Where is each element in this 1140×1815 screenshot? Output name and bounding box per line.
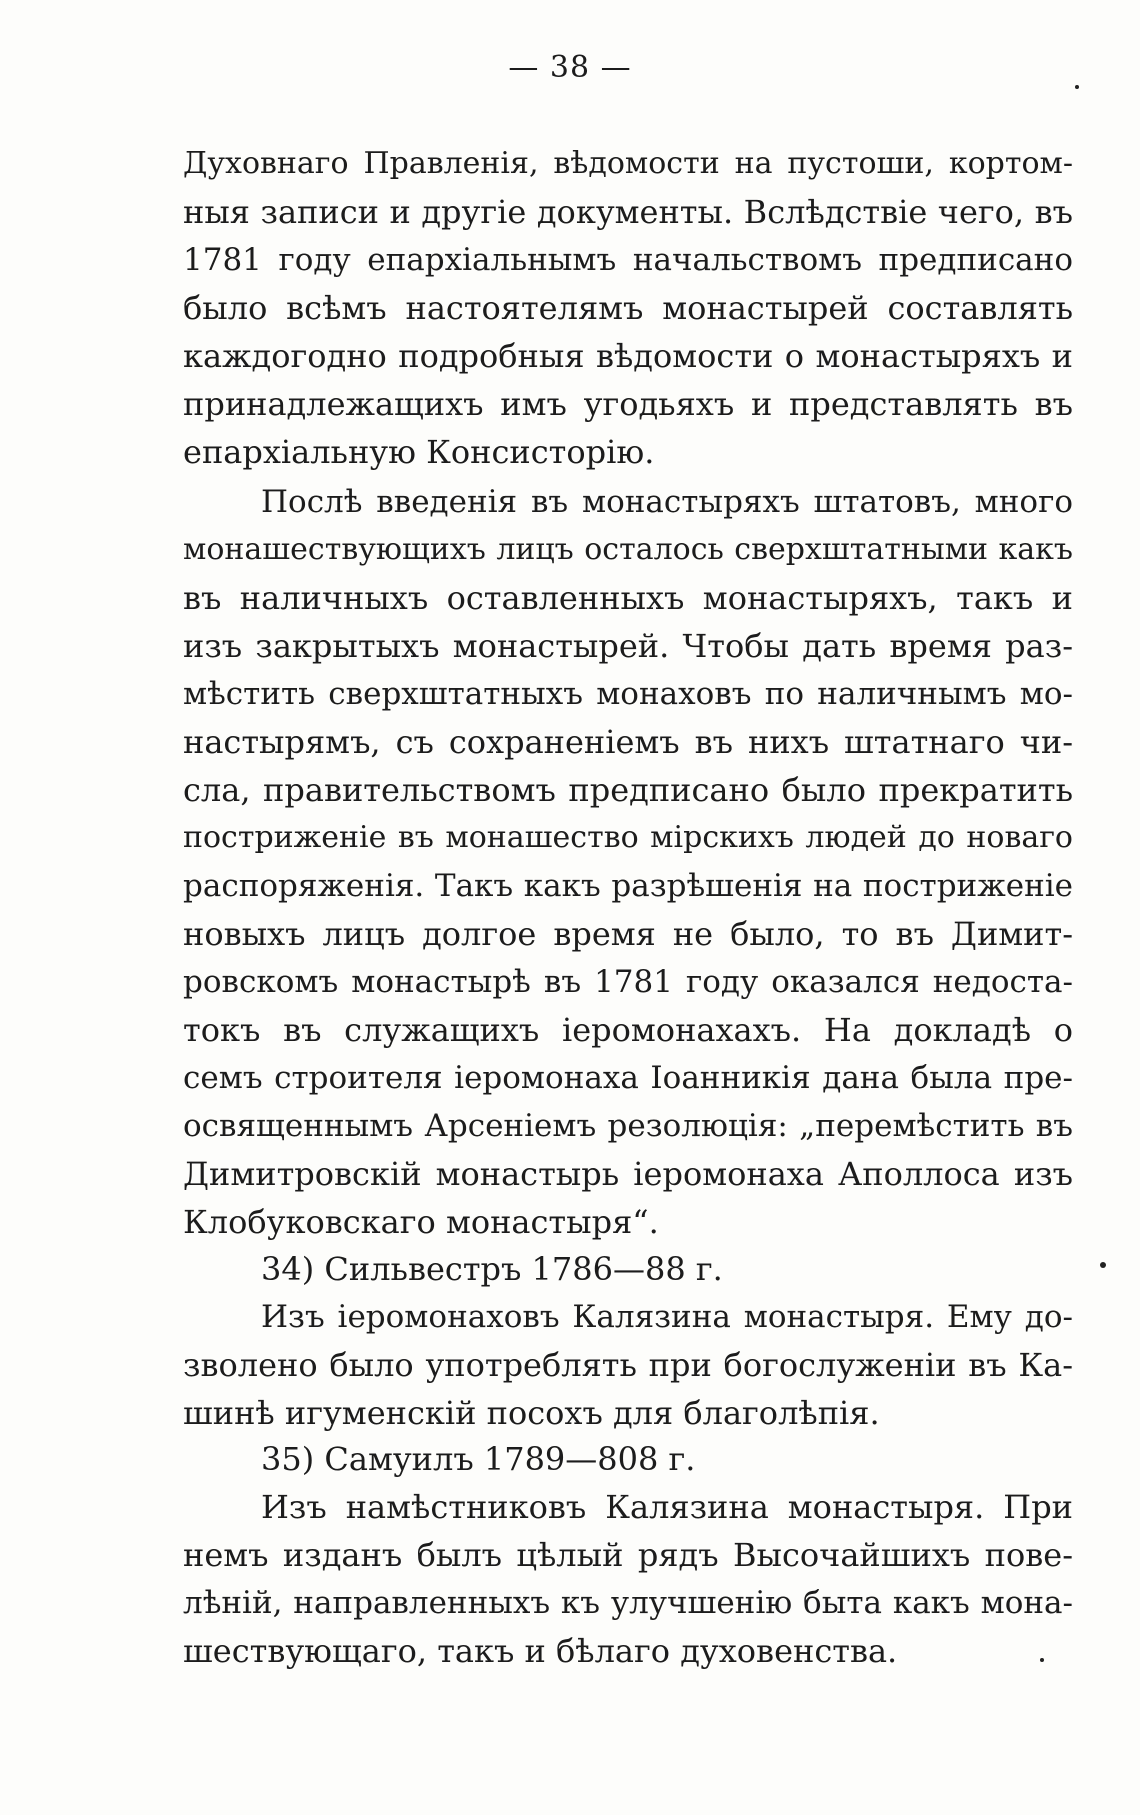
text-line: освященнымъ Арсеніемъ резолюція: „перемѣстить въ [183,1108,1073,1144]
section-heading: 34) Сильвестръ 1786—88 г. [261,1250,723,1288]
paragraph-1 [183,140,1073,476]
text-line: токъ въ служащихъ іеромонахахъ. На докладѣ о [183,1011,1073,1049]
text-line: изъ закрытыхъ монастырей. Чтобы дать время раз- [183,627,1073,665]
text-line: сла, правительствомъ предписано было прекратить [183,771,1073,809]
text-line: Духовнаго Правленія, вѣдомости на пустоши, кортом- [183,146,1073,181]
text-line: распоряженія. Такъ какъ разрѣшенія на постриженіе [183,868,1073,904]
scan-speck [1075,85,1079,89]
text-line: Изъ іеромонаховъ Калязина монастыря. Ему до- [261,1299,1073,1335]
text-line: было всѣмъ настоятелямъ монастырей составлять [183,289,1073,327]
paragraph-2 [183,478,1073,1246]
text-line: зволено было употреблять при богослуженіи въ Ка- [183,1346,1073,1384]
section-34 [183,1245,1073,1437]
text-line: Клобуковскаго монастыря“. [183,1203,659,1241]
text-line: каждогодно подробныя вѣдомости о монастыряхъ и [183,337,1073,375]
scan-speck [1100,1262,1106,1268]
text-line: въ наличныхъ оставленныхъ монастыряхъ, такъ и [183,579,1073,617]
section-heading: 35) Самуилъ 1789—808 г. [261,1440,696,1478]
text-line: Изъ намѣстниковъ Калязина монастыря. При [261,1488,1073,1526]
section-35 [183,1435,1073,1675]
text-line: мѣстить сверхштатныхъ монаховъ по наличнымъ мо- [183,676,1073,712]
text-line: шествующаго, такъ и бѣлаго духовенства. [183,1632,898,1670]
text-line: шинѣ игуменскій посохъ для благолѣпія. [183,1394,880,1432]
text-line: Димитровскій монастырь іеромонаха Аполлоса изъ [183,1155,1073,1193]
page-number: — 38 — [508,50,632,85]
text-line: новыхъ лицъ долгое время не было, то въ Димит- [183,915,1073,953]
text-line: семъ строителя іеромонаха Іоанникія дана была пре- [183,1060,1073,1096]
text-line: епархіальную Консисторію. [183,433,655,471]
text-line: Послѣ введенія въ монастыряхъ штатовъ, много [261,484,1073,520]
scan-speck [1040,1658,1044,1662]
text-line: принадлежащихъ имъ угодьяхъ и представлять въ [183,385,1073,423]
text-line: ровскомъ монастырѣ въ 1781 году оказался недоста- [183,964,1073,1000]
text-line: настырямъ, съ сохраненіемъ въ нихъ штатнаго чи- [183,723,1073,761]
text-line: ныя записи и другіе документы. Вслѣдствіе чего, въ [183,193,1073,231]
text-line: лѣній, направленныхъ къ улучшенію быта какъ мона- [183,1585,1073,1621]
text-line: немъ изданъ былъ цѣлый рядъ Высочайшихъ пове- [183,1536,1073,1574]
text-line: 1781 году епархіальнымъ начальствомъ предписано [183,242,1073,278]
text-line: постриженіе въ монашество мірскихъ людей до новаго [183,820,1073,855]
text-line: монашествующихъ лицъ осталось сверхштатными какъ [183,532,1073,567]
